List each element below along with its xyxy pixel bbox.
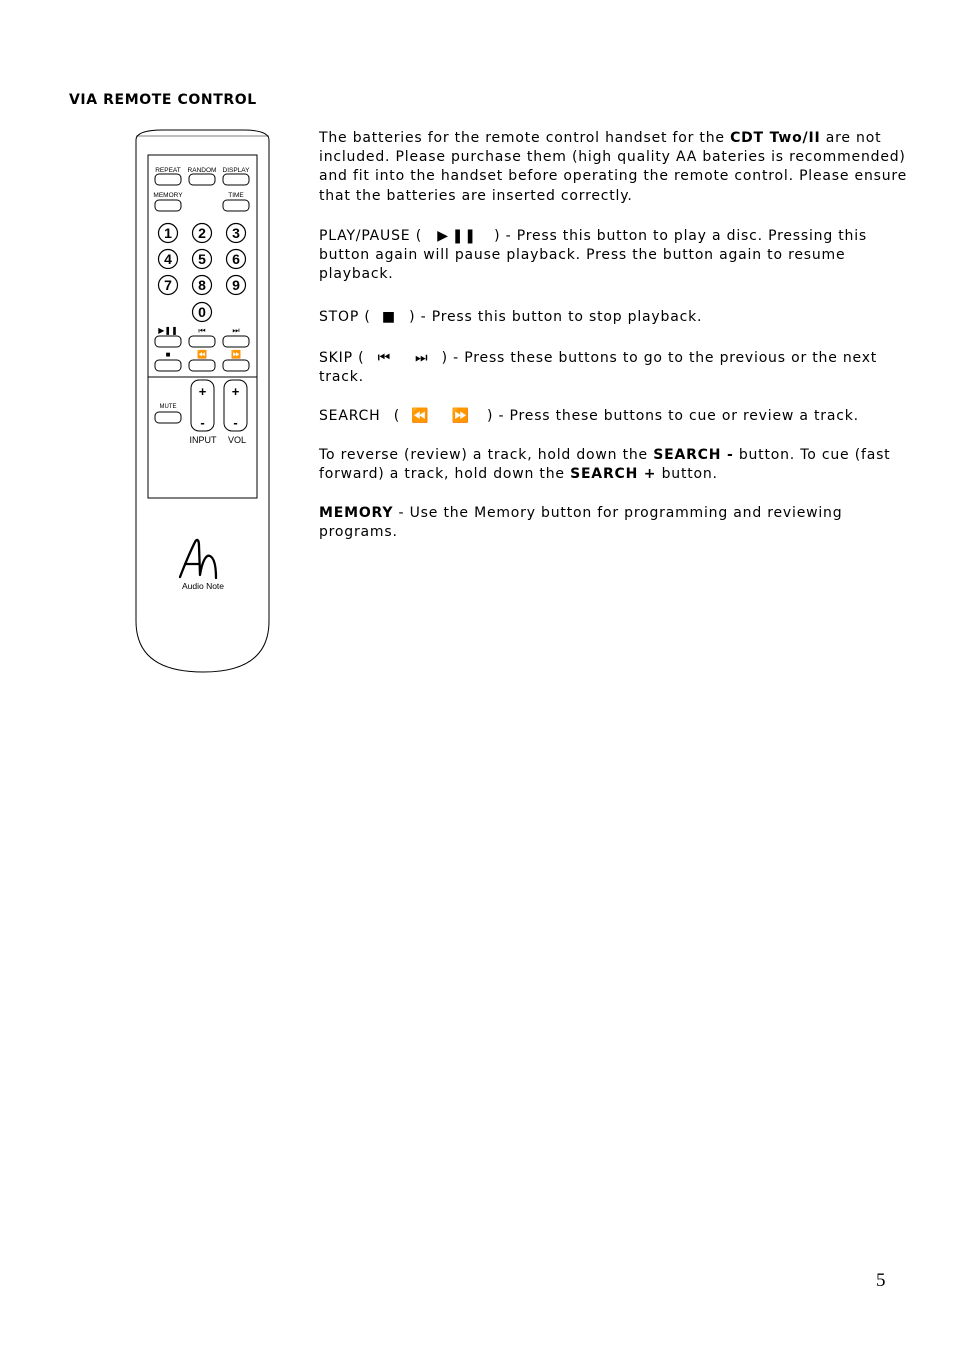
digit-label: 6 (232, 251, 240, 267)
memory-button[interactable] (155, 200, 181, 211)
reverse-paragraph: To reverse (review) a track, hold down the SEARCH - button. To cue (fast forward) a track, hold down the SEARCH + button. (319, 447, 891, 483)
digit-label: 3 (232, 225, 240, 241)
mute-label: MUTE (159, 404, 177, 410)
play-pause-heading: PLAY/PAUSE (319, 227, 411, 244)
display-button[interactable] (223, 174, 249, 185)
fast-forward-icon: ⏩ (451, 408, 470, 425)
remote-control-illustration (133, 126, 273, 676)
skip-forward-icon: ⏭ (415, 349, 429, 366)
volume-minus: - (233, 415, 238, 430)
page-number: 5 (876, 1270, 886, 1291)
play-pause-paragraph: PLAY/PAUSE ( ▶ ❚❚ ) - Press this button to play a disc. Pressing this button again will pause playback. Press the button again to resume playback. (319, 227, 868, 283)
time-button[interactable] (223, 200, 249, 211)
fast-forward-button[interactable] (223, 360, 249, 371)
play-pause-button[interactable] (155, 336, 181, 347)
digit-label: 0 (198, 304, 206, 320)
repeat-button[interactable] (155, 174, 181, 185)
skip-paragraph: SKIP ( ⏮ ⏭ ) - Press these buttons to go to the previous or the next track. (319, 349, 878, 385)
rewind-icon: ⏪ (411, 408, 430, 425)
mute-button[interactable] (155, 412, 181, 423)
model-name: CDT Two/II (730, 130, 821, 146)
display-label: DISPLAY (222, 167, 250, 174)
prev-symbol: ⏮ (198, 326, 206, 335)
search-heading: SEARCH (319, 408, 381, 425)
input-label: INPUT (189, 435, 217, 445)
digit-label: 5 (198, 251, 206, 267)
digit-label: 7 (164, 277, 172, 293)
play-pause-symbol: ▶❚❚ (158, 326, 178, 335)
rewind-button[interactable] (189, 360, 215, 371)
repeat-label: REPEAT (155, 167, 181, 174)
instructions (319, 129, 919, 542)
memory-label: MEMORY (153, 192, 183, 199)
digit-label: 4 (164, 251, 172, 267)
digit-label: 9 (232, 277, 240, 293)
prev-button[interactable] (189, 336, 215, 347)
digit-label: 2 (198, 225, 206, 241)
random-label: RANDOM (187, 167, 217, 174)
fast-forward-symbol: ⏩ (231, 350, 241, 359)
pause-icon: ❚❚ (451, 227, 477, 244)
rewind-symbol: ⏪ (197, 350, 207, 359)
input-plus: + (198, 384, 207, 399)
brand-name: Audio Note (181, 581, 225, 591)
memory-heading: MEMORY (319, 504, 394, 521)
section-heading: VIA REMOTE CONTROL (69, 92, 257, 108)
search-paragraph: SEARCH ( ⏪ ⏩ ) - Press these buttons to cue or review a track. (319, 408, 859, 425)
stop-heading: STOP (319, 309, 360, 326)
intro-paragraph: The batteries for the remote control handset for the CDT Two/II are not included. Please purchase them (high quality AA bateries is recommended) and fit into the handset before operating the remote control. Please ensure that the batteries are inserted correctly. (319, 130, 908, 204)
stop-paragraph: STOP ( ■ ) - Press this button to stop playback. (319, 309, 703, 326)
digit-label: 8 (198, 277, 206, 293)
volume-plus: + (231, 384, 240, 399)
stop-button[interactable] (155, 360, 181, 371)
stop-icon: ■ (381, 309, 396, 326)
skip-back-icon: ⏮ (377, 349, 392, 366)
random-button[interactable] (189, 174, 215, 185)
play-icon: ▶ (437, 227, 449, 244)
digit-label: 1 (164, 225, 172, 241)
stop-symbol: ■ (165, 350, 171, 359)
next-symbol: ⏭ (232, 326, 240, 335)
volume-label: VOL (227, 435, 247, 445)
next-button[interactable] (223, 336, 249, 347)
skip-heading: SKIP (319, 349, 353, 366)
time-label: TIME (228, 192, 244, 199)
memory-paragraph: MEMORY - Use the Memory button for programming and reviewing programs. (319, 504, 843, 540)
input-minus: - (200, 415, 205, 430)
